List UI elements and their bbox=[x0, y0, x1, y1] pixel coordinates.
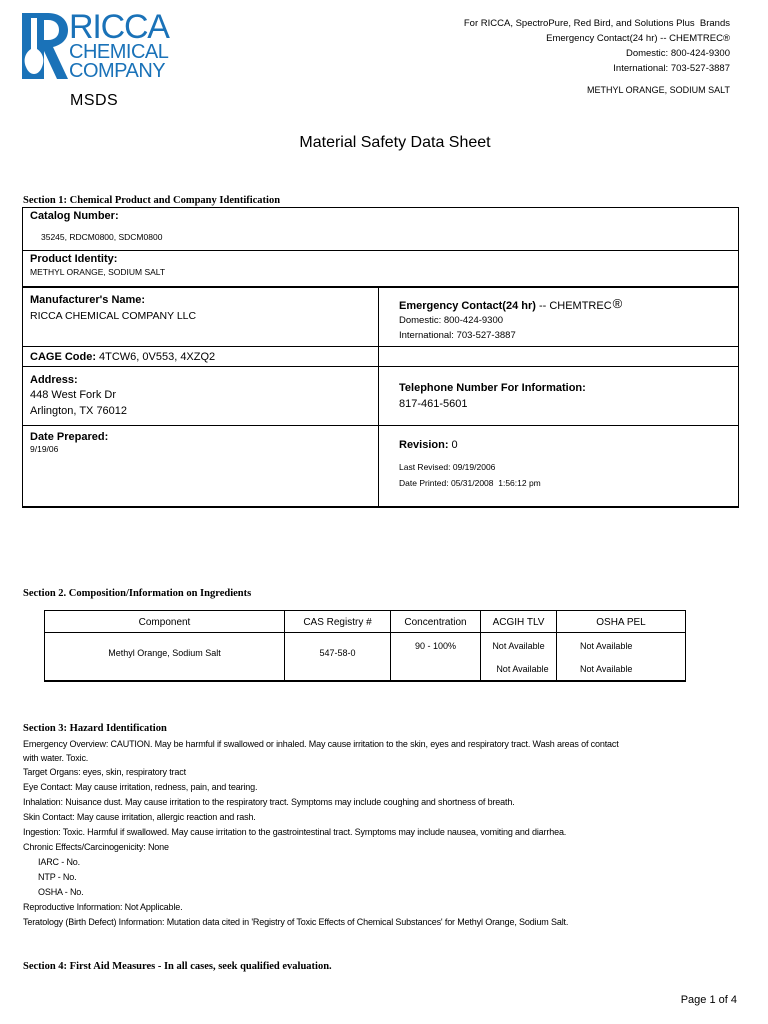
manufacturer-row bbox=[23, 288, 738, 347]
column-header-osha: OSHA PEL bbox=[557, 611, 685, 633]
ricca-logo-icon bbox=[22, 13, 68, 79]
manufacturer-label: Manufacturer's Name: bbox=[30, 294, 146, 306]
ingredients-table bbox=[44, 610, 686, 682]
table-cell-osha bbox=[557, 633, 685, 680]
eye-contact: Eye Contact: May cause irritation, redness, pain, and tearing. bbox=[23, 782, 258, 792]
header-brands: For RICCA, SpectroPure, Red Bird, and Solutions Plus Brands bbox=[463, 18, 730, 29]
table-cell-component bbox=[45, 633, 285, 680]
dates-row bbox=[23, 426, 738, 506]
hazard-identification-text bbox=[23, 738, 743, 930]
page-number: Page 1 of 4 bbox=[680, 994, 737, 1006]
component-value: Methyl Orange, Sodium Salt bbox=[108, 648, 221, 658]
logo-text-chemical: CHEMICAL bbox=[69, 41, 169, 63]
ingestion: Ingestion: Toxic. Harmful if swallowed. May cause irritation to the gastrointestinal tract. Symptoms may include nausea, vomiting and diarrhea. bbox=[23, 827, 567, 837]
revision-label: Revision: bbox=[399, 439, 449, 451]
date-prepared-label: Date Prepared: bbox=[30, 431, 109, 443]
concentration-value: 90 - 100% bbox=[414, 641, 457, 651]
table-cell-cas bbox=[285, 633, 391, 680]
manufacturer-value: RICCA CHEMICAL COMPANY LLC bbox=[30, 310, 197, 322]
emergency-contact-line bbox=[399, 297, 622, 312]
product-identity-row bbox=[23, 251, 738, 288]
section2-heading: Section 2. Composition/Information on Ingredients bbox=[23, 588, 252, 599]
section1-heading: Section 1: Chemical Product and Company Identification bbox=[23, 195, 281, 206]
emergency-contact-label: Emergency Contact(24 hr) bbox=[399, 300, 536, 312]
chronic-item-iarc: IARC - No. bbox=[38, 857, 81, 867]
skin-contact: Skin Contact: May cause irritation, allergic reaction and rash. bbox=[23, 812, 256, 822]
emergency-contact-org: -- CHEMTREC bbox=[538, 300, 612, 312]
telephone-cell bbox=[379, 367, 738, 425]
date-prepared-value: 9/19/06 bbox=[30, 444, 59, 454]
revision-cell bbox=[379, 426, 738, 506]
target-organs: Target Organs: eyes, skin, respiratory tract bbox=[23, 767, 186, 777]
column-header-acgih: ACGIH TLV bbox=[481, 611, 557, 633]
manufacturer-cell bbox=[23, 288, 379, 346]
catalog-row bbox=[23, 208, 738, 251]
telephone-label: Telephone Number For Information: bbox=[399, 382, 586, 394]
identification-box bbox=[22, 207, 739, 508]
logo-text-ricca: RICCA bbox=[69, 8, 169, 46]
cage-code-empty-cell bbox=[379, 347, 738, 366]
reproductive-information: Reproductive Information: Not Applicable. bbox=[23, 902, 183, 912]
last-revised: Last Revised: 09/19/2006 bbox=[399, 462, 496, 472]
telephone-value: 817-461-5601 bbox=[399, 398, 468, 410]
table-cell-concentration bbox=[391, 633, 481, 680]
catalog-value: 35245, RDCM0800, SDCM0800 bbox=[41, 232, 163, 242]
product-identity-value: METHYL ORANGE, SODIUM SALT bbox=[30, 267, 166, 277]
cas-value: 547-58-0 bbox=[319, 648, 356, 658]
header-domestic-phone: Domestic: 800-424-9300 bbox=[625, 48, 730, 59]
acgih-value-1: Not Available bbox=[492, 641, 545, 651]
cage-code-label: CAGE Code: bbox=[30, 351, 96, 363]
document-type-label: MSDS bbox=[70, 92, 119, 109]
page-title: Material Safety Data Sheet bbox=[299, 134, 491, 151]
acgih-value-2: Not Available bbox=[496, 664, 549, 674]
address-line2: Arlington, TX 76012 bbox=[30, 405, 128, 417]
address-row bbox=[23, 367, 738, 426]
section4-heading: Section 4: First Aid Measures - In all cases, seek qualified evaluation. bbox=[23, 961, 332, 972]
emergency-contact-cell bbox=[379, 288, 738, 346]
cage-code-line bbox=[30, 352, 215, 363]
header-emergency-contact: Emergency Contact(24 hr) -- CHEMTREC® bbox=[546, 33, 730, 44]
address-line1: 448 West Fork Dr bbox=[30, 389, 116, 401]
revision-value: 0 bbox=[451, 439, 458, 451]
date-prepared-cell bbox=[23, 426, 379, 506]
column-header-concentration: Concentration bbox=[391, 611, 481, 633]
registered-mark: ® bbox=[612, 296, 623, 311]
header-product-name: METHYL ORANGE, SODIUM SALT bbox=[586, 85, 730, 95]
header-international-phone: International: 703-527-3887 bbox=[613, 63, 730, 74]
product-identity-label: Product Identity: bbox=[30, 253, 118, 265]
revision-line bbox=[399, 440, 458, 451]
teratology-information: Teratology (Birth Defect) Information: Mutation data cited in 'Registry of Toxic Effects of Chemical Substances' for Methyl Orange, Sodium Salt. bbox=[23, 917, 569, 927]
cage-code-row bbox=[23, 347, 738, 367]
address-label: Address: bbox=[30, 374, 78, 386]
emergency-overview-line1: Emergency Overview: CAUTION. May be harmful if swallowed or inhaled. May cause irritation to the skin, eyes and respiratory tract. Wash areas of contact bbox=[23, 739, 619, 749]
address-cell bbox=[23, 367, 379, 425]
section3-heading: Section 3: Hazard Identification bbox=[23, 723, 167, 734]
chronic-effects: Chronic Effects/Carcinogenicity: None bbox=[23, 842, 169, 852]
inhalation: Inhalation: Nuisance dust. May cause irritation to the respiratory tract. Symptoms may include coughing and shortness of breath. bbox=[23, 797, 515, 807]
emergency-domestic-phone: Domestic: 800-424-9300 bbox=[399, 315, 504, 326]
emergency-overview-line2: with water. Toxic. bbox=[23, 752, 89, 763]
logo-text-company: COMPANY bbox=[69, 60, 166, 82]
emergency-international-phone: International: 703-527-3887 bbox=[399, 330, 516, 341]
osha-value-2: Not Available bbox=[580, 664, 633, 674]
cage-code-cell bbox=[23, 347, 379, 366]
cage-code-value: 4TCW6, 0V553, 4XZQ2 bbox=[99, 351, 216, 363]
table-cell-acgih bbox=[481, 633, 557, 680]
catalog-label: Catalog Number: bbox=[30, 210, 119, 222]
column-header-cas: CAS Registry # bbox=[285, 611, 391, 633]
date-printed: Date Printed: 05/31/2008 1:56:12 pm bbox=[399, 478, 541, 488]
osha-value-1: Not Available bbox=[580, 641, 633, 651]
column-header-component: Component bbox=[45, 611, 285, 633]
chronic-item-osha: OSHA - No. bbox=[38, 887, 84, 897]
chronic-item-ntp: NTP - No. bbox=[38, 872, 77, 882]
